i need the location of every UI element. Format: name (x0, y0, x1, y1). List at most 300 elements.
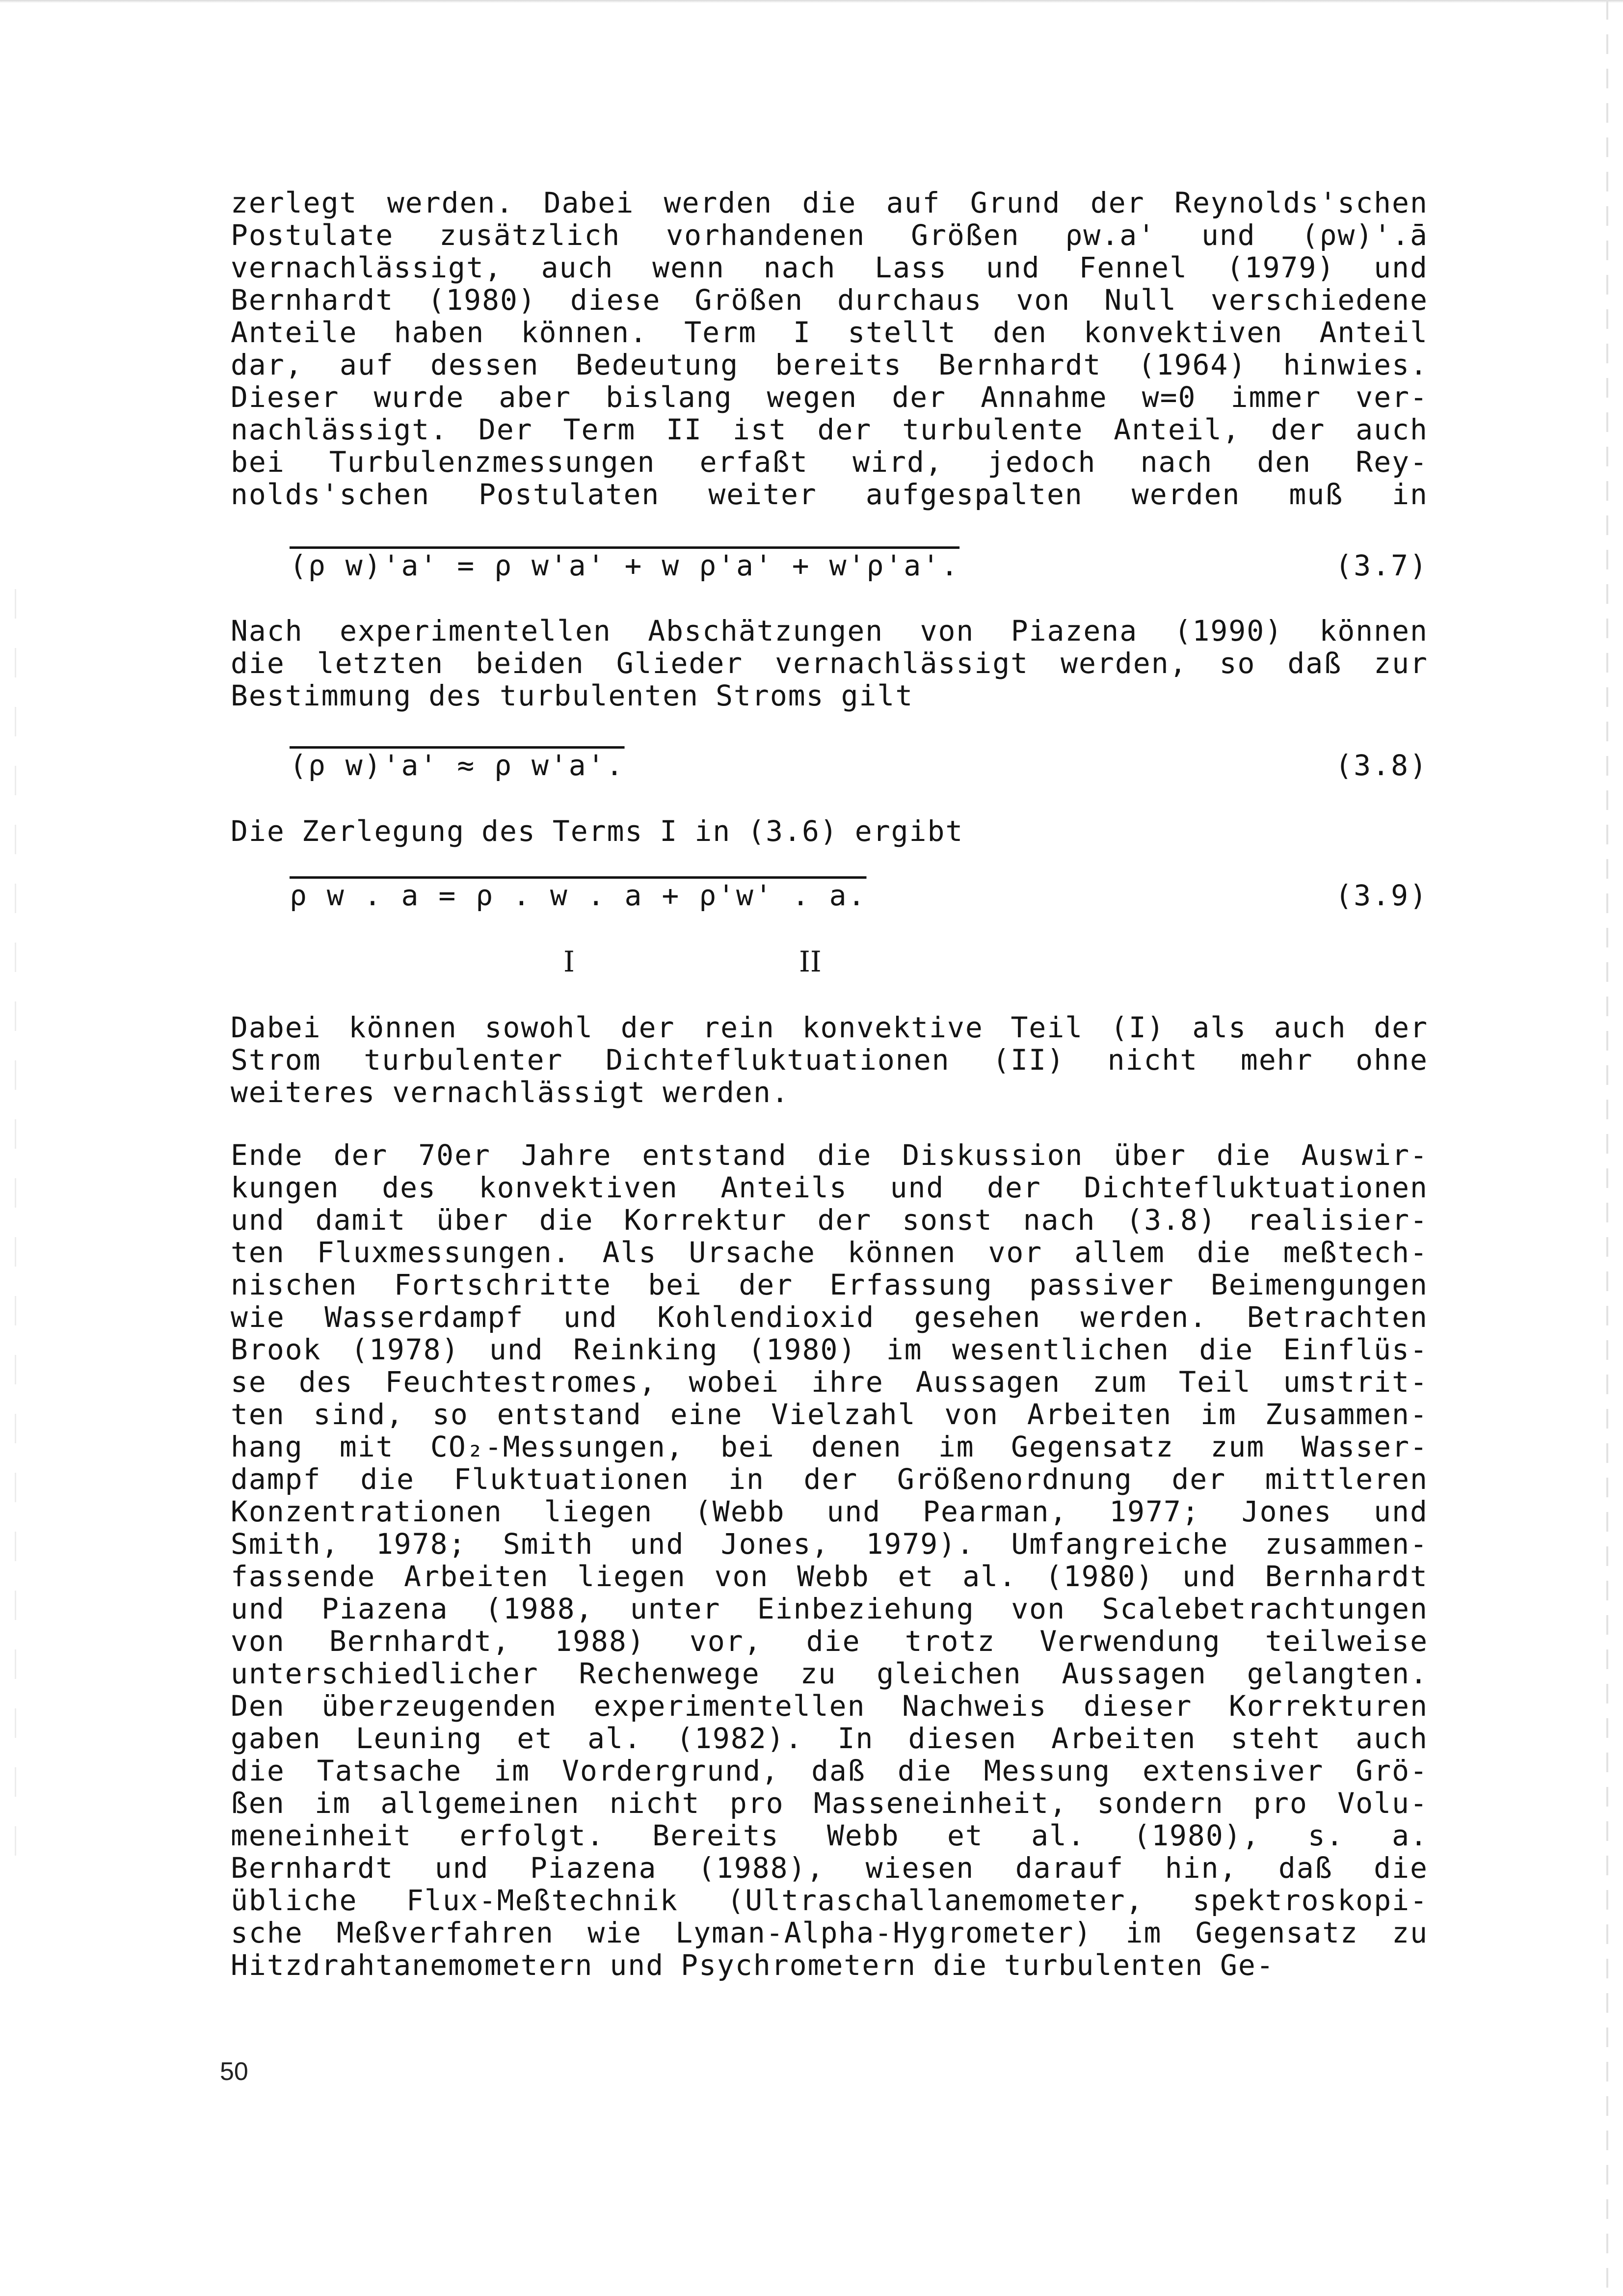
word: Fluktuationen (453, 1462, 690, 1496)
word: 1979). (866, 1527, 975, 1561)
word: vor, (689, 1624, 762, 1658)
word: der (333, 1138, 388, 1172)
word: et (517, 1722, 554, 1755)
word: nachlässigt. (231, 413, 449, 446)
word: Konzentrationen (231, 1495, 503, 1528)
word: bereits (775, 348, 902, 381)
word: auch (1274, 1011, 1347, 1044)
word: Ge- (1220, 1948, 1275, 1982)
word: et (947, 1819, 984, 1852)
word: 1988) (555, 1624, 645, 1658)
word: Dabei (543, 186, 635, 219)
word: gaben (231, 1722, 321, 1755)
word: und (1201, 218, 1256, 252)
word: wenn (652, 251, 725, 284)
word: Postulate (231, 218, 394, 252)
word: entstand (642, 1138, 787, 1172)
text-line (231, 1884, 1428, 1917)
word: Vielzahl (771, 1398, 916, 1431)
word: Auswir- (1301, 1138, 1428, 1172)
word: Ursache (689, 1236, 816, 1269)
text-line (231, 1625, 1428, 1657)
word: im (886, 1333, 923, 1366)
word: Bernhardt (1265, 1560, 1428, 1593)
word: daß (1278, 1851, 1333, 1885)
word: II (666, 413, 702, 446)
word: mehr (1240, 1043, 1313, 1077)
word: aufgespalten (865, 478, 1083, 511)
word: im (938, 1430, 975, 1463)
word: und (1374, 251, 1428, 284)
word: und (1374, 1495, 1428, 1528)
word: realisier- (1247, 1203, 1428, 1237)
word: durchaus (837, 283, 983, 317)
word: von (944, 1398, 999, 1431)
word: Größen (694, 283, 804, 317)
word: nolds'schen (231, 478, 430, 511)
word: die (897, 1754, 952, 1787)
word: den (993, 316, 1047, 349)
word: Leuning (355, 1722, 483, 1755)
word: Der (478, 413, 533, 446)
word: (1980) (427, 283, 536, 317)
word: Einflüs- (1283, 1333, 1428, 1366)
word: al. (1031, 1819, 1086, 1852)
word: vernachlässigt (775, 647, 1029, 680)
word: daß (811, 1754, 866, 1787)
word: konvektiven (479, 1171, 678, 1204)
word: im (1200, 1398, 1237, 1431)
word: Dabei (231, 1011, 321, 1044)
word: Bedeutung (575, 348, 739, 381)
word: (I) (1110, 1011, 1165, 1044)
word: ten (231, 1236, 285, 1269)
word: ihre (811, 1365, 884, 1399)
text-line (231, 1722, 1428, 1755)
word: Aussagen (1062, 1657, 1207, 1690)
word: sonst (902, 1203, 993, 1237)
scan-edge-left (15, 589, 16, 1865)
word: se (231, 1365, 267, 1399)
word: Beimengungen (1210, 1268, 1428, 1301)
equation-3-9 (290, 879, 1428, 1012)
word: ver- (1356, 380, 1428, 414)
equation-3-8-number: (3.8) (1335, 749, 1428, 782)
text-line (231, 1269, 1428, 1301)
text-line (231, 1528, 1428, 1560)
word: unter (630, 1592, 721, 1625)
word: von (1011, 1592, 1065, 1625)
text-line (231, 1949, 1428, 1981)
word: ßen (231, 1786, 285, 1820)
word: Messung (984, 1754, 1111, 1787)
word: des (481, 814, 536, 848)
word: vor (988, 1236, 1043, 1269)
word: auch (541, 251, 614, 284)
text-line (231, 187, 1428, 219)
word: und (890, 1171, 945, 1204)
word: gelangten. (1247, 1657, 1428, 1690)
word: der (892, 380, 947, 414)
word: auch (1356, 413, 1428, 446)
word: wie (587, 1916, 642, 1949)
word: von (1016, 283, 1071, 317)
term-label-i: I (563, 945, 575, 978)
word: Lass (875, 251, 947, 284)
word: Jones, (720, 1527, 830, 1561)
word: hin, (1165, 1851, 1238, 1885)
word: Anteil, (1114, 413, 1241, 446)
word: Stroms (716, 679, 825, 712)
text-line (231, 1917, 1428, 1949)
word: können (847, 1236, 957, 1269)
word: über (1114, 1138, 1186, 1172)
word: gesehen (914, 1300, 1041, 1334)
word: vernachlässigt (392, 1076, 646, 1109)
word: Vordergrund, (562, 1754, 780, 1787)
text-line (231, 1495, 1428, 1528)
text-line (231, 1657, 1428, 1690)
word: die (539, 1203, 594, 1237)
word: Flux-Meßtechnik (406, 1884, 678, 1917)
word: daß (1287, 647, 1342, 680)
word: wie (231, 1300, 285, 1334)
word: werden (664, 186, 773, 219)
word: (1980) (747, 1333, 857, 1366)
word: Term (684, 316, 757, 349)
word: wegen (767, 380, 858, 414)
word: zum (1210, 1430, 1265, 1463)
word: zusätzlich (439, 218, 621, 252)
word: meßtech- (1283, 1236, 1428, 1269)
word: den (1257, 445, 1312, 479)
text-line (231, 1852, 1428, 1884)
word: die (817, 1138, 872, 1172)
word: beiden (476, 647, 585, 680)
text-line (231, 1690, 1428, 1722)
word: die (802, 186, 857, 219)
word: et (898, 1560, 934, 1593)
word: Korrektur (624, 1203, 787, 1237)
word: Brook (231, 1333, 321, 1366)
word: über (436, 1203, 509, 1237)
word: (1990) (1174, 614, 1283, 648)
word: Volu- (1337, 1786, 1428, 1820)
word: experimentellen (593, 1689, 866, 1723)
word: Bernhardt (231, 1851, 394, 1885)
word: Terms (552, 814, 643, 848)
word: Smith (503, 1527, 594, 1561)
word: immer (1230, 380, 1322, 414)
word: Reynolds'schen (1174, 186, 1428, 219)
word: darauf (1015, 1851, 1124, 1885)
word: aber (499, 380, 571, 414)
text-line (231, 1593, 1428, 1625)
word: denen (811, 1430, 902, 1463)
word: Abschätzungen (648, 614, 884, 648)
word: Jones (1241, 1495, 1332, 1528)
word: wird, (852, 445, 943, 479)
word: bei (231, 445, 285, 479)
word: Umfangreiche (1011, 1527, 1229, 1561)
text-line (231, 615, 1428, 647)
word: (1978) (351, 1333, 460, 1366)
word: (1988), (697, 1851, 825, 1885)
word: Betrachten (1247, 1300, 1428, 1334)
word: nicht (609, 1786, 700, 1820)
word: turbulenten (499, 679, 699, 712)
word: wobei (689, 1365, 780, 1399)
text-line (231, 1819, 1428, 1852)
word: gleichen (877, 1657, 1022, 1690)
word: Dieser (231, 380, 340, 414)
text-line (231, 1398, 1428, 1431)
word: Bernhardt (938, 348, 1102, 381)
paragraph-discussion-history (231, 1139, 1428, 1981)
word: von (920, 614, 975, 648)
word: fassende (231, 1560, 376, 1593)
word: die (933, 1948, 987, 1982)
word: Arbeiten (404, 1560, 549, 1593)
word: Reinking (573, 1333, 718, 1366)
word: rein (702, 1011, 775, 1044)
word: auch (1356, 1722, 1428, 1755)
word: Smith, (231, 1527, 340, 1561)
text-line (231, 349, 1428, 381)
word: des (382, 1171, 436, 1204)
word: (1988, (484, 1592, 594, 1625)
page-number: 50 (220, 2057, 248, 2086)
word: und (610, 1948, 665, 1982)
text-line (231, 1301, 1428, 1333)
word: zum (1092, 1365, 1147, 1399)
word: diesen (908, 1722, 1017, 1755)
word: erfaßt (699, 445, 809, 479)
word: al. (587, 1722, 642, 1755)
word: entstand (497, 1398, 642, 1431)
word: nicht (1107, 1043, 1198, 1077)
text-line (231, 1787, 1428, 1819)
word: vorhandenen (666, 218, 866, 252)
text-line (231, 1076, 1428, 1108)
text-line (231, 1139, 1428, 1171)
word: die (360, 1462, 415, 1496)
word: im (315, 1786, 351, 1820)
word: ohne (1356, 1043, 1428, 1077)
text-line (231, 815, 1428, 847)
word: die (1374, 1851, 1428, 1885)
word: haben (394, 316, 485, 349)
word: 1978; (375, 1527, 467, 1561)
word: dar, (231, 348, 303, 381)
word: die (231, 1754, 285, 1787)
word: die (231, 647, 285, 680)
word: (1980) (1045, 1560, 1154, 1593)
word: die (1197, 1236, 1251, 1269)
word: Arbeiten (1051, 1722, 1197, 1755)
word: (ρw)'.ā (1301, 218, 1428, 252)
word: w=0 (1142, 380, 1197, 414)
word: weiter (708, 478, 817, 511)
text-line (231, 413, 1428, 446)
word: liegen (577, 1560, 686, 1593)
word: passiver (1029, 1268, 1174, 1301)
word: extensiver (1143, 1754, 1324, 1787)
word: und (434, 1851, 489, 1885)
word: meneinheit (231, 1819, 412, 1852)
word: (II) (992, 1043, 1065, 1077)
word: Anteile (231, 316, 358, 349)
equation-3-7-number: (3.7) (1335, 549, 1428, 582)
word: als (1192, 1011, 1247, 1044)
word: Piazena (530, 1851, 657, 1885)
word: dieser (1083, 1689, 1193, 1723)
word: verschiedene (1210, 283, 1428, 317)
word: Korrekturen (1228, 1689, 1428, 1723)
word: sondern (1097, 1786, 1224, 1820)
word: Zerlegung (301, 814, 465, 848)
text-line (231, 1171, 1428, 1204)
word: der (803, 1462, 858, 1496)
word: werden (1131, 478, 1241, 511)
text-line (231, 1366, 1428, 1398)
word: die (1199, 1333, 1254, 1366)
word: auf (339, 348, 394, 381)
word: jedoch (987, 445, 1096, 479)
word: konvektiven (1084, 316, 1283, 349)
word: In (837, 1722, 874, 1755)
word: Term (563, 413, 636, 446)
word: Grund (970, 186, 1061, 219)
word: liegen (544, 1495, 653, 1528)
word: Nach (231, 614, 303, 648)
word: Grö- (1356, 1754, 1428, 1787)
word: turbulente (902, 413, 1084, 446)
word: der (1171, 1462, 1226, 1496)
word: überzeugenden (321, 1689, 558, 1723)
word: Gegensatz (1011, 1430, 1174, 1463)
word: Teil (1011, 1011, 1084, 1044)
word: Den (231, 1689, 285, 1723)
word: turbulenter (364, 1043, 563, 1077)
word: Rey- (1356, 445, 1428, 479)
word: zur (1374, 647, 1428, 680)
text-line (231, 1431, 1428, 1463)
word: Als (602, 1236, 657, 1269)
word: so (432, 1398, 469, 1431)
word: erfolgt. (459, 1819, 605, 1852)
word: Arbeiten (1027, 1398, 1172, 1431)
word: weiteres (231, 1076, 376, 1109)
word: können. (521, 316, 648, 349)
word: Fortschritte (394, 1268, 612, 1301)
word: Fennel (1079, 251, 1188, 284)
word: Lyman-Alpha-Hygrometer) (675, 1916, 1092, 1949)
word: damit (315, 1203, 406, 1237)
word: Dichtefluktuationen (606, 1043, 950, 1077)
word: mit (339, 1430, 394, 1463)
word: können (348, 1011, 457, 1044)
word: werden. (387, 186, 514, 219)
equation-3-8-body: (ρ w)'a' ≈ ρ w'a'. (290, 749, 625, 782)
word: spektroskopi- (1193, 1884, 1428, 1917)
word: zu (800, 1657, 837, 1690)
word: diese (570, 283, 661, 317)
word: ten (231, 1398, 285, 1431)
word: Bernhardt, (329, 1624, 511, 1658)
word: hang (231, 1430, 303, 1463)
word: Turbulenzmessungen (329, 445, 656, 479)
word: Strom (231, 1043, 321, 1077)
word: I (793, 316, 812, 349)
word: Masseneinheit, (814, 1786, 1067, 1820)
word: Die (231, 814, 285, 848)
word: Webb (797, 1560, 870, 1593)
word: bei (720, 1430, 775, 1463)
word: (1964) (1138, 348, 1247, 381)
word: Psychrometern (681, 1948, 917, 1982)
equation-3-9-body: ρ w . a = ρ . w . a + ρ'w' . a. (290, 879, 867, 912)
word: 70er (418, 1138, 491, 1172)
word: der (739, 1268, 794, 1301)
word: Aussagen (915, 1365, 1061, 1399)
text-line (231, 1560, 1428, 1593)
word: der (1374, 1011, 1428, 1044)
word: nischen (231, 1268, 358, 1301)
word: zu (1392, 1916, 1428, 1949)
word: Nachweis (902, 1689, 1047, 1723)
word: von (714, 1560, 769, 1593)
word: Größen (911, 218, 1020, 252)
word: turbulenten (1004, 1948, 1203, 1982)
paragraph-piazena-estimate (231, 615, 1428, 712)
word: und (231, 1592, 285, 1625)
word: vernachlässigt, (231, 251, 503, 284)
word: mittleren (1265, 1462, 1428, 1496)
word: werden. (663, 1076, 790, 1109)
word: Gegensatz (1195, 1916, 1358, 1949)
word: der (817, 413, 872, 446)
word: umstrit- (1283, 1365, 1428, 1399)
word: der (620, 1011, 675, 1044)
word: Verwendung (1039, 1624, 1221, 1658)
word: zerlegt (231, 186, 358, 219)
word: allem (1074, 1236, 1165, 1269)
word: Scalebetrachtungen (1102, 1592, 1428, 1625)
word: die (806, 1624, 861, 1658)
word: (3.8) (1126, 1203, 1217, 1237)
word: Bereits (652, 1819, 779, 1852)
word: CO₂-Messungen, (430, 1430, 684, 1463)
word: nach (1140, 445, 1213, 479)
word: stellt (848, 316, 957, 349)
word: bislang (606, 380, 733, 414)
word: Wasserdampf (324, 1300, 524, 1334)
word: Annahme (981, 380, 1108, 414)
word: Bestimmung (231, 679, 412, 712)
text-line (231, 381, 1428, 413)
equation-3-7-body: (ρ w)'a' = ρ w'a' + w ρ'a' + w'ρ'a'. (290, 549, 960, 582)
word: hinwies. (1283, 348, 1428, 381)
word: Einbeziehung (757, 1592, 975, 1625)
text-line (231, 1333, 1428, 1366)
word: zusammen- (1265, 1527, 1428, 1561)
word: Zusammen- (1265, 1398, 1428, 1431)
equation-3-9-number: (3.9) (1335, 879, 1428, 912)
word: kungen (231, 1171, 340, 1204)
word: Anteil (1319, 316, 1428, 349)
word: unterschiedlicher (231, 1657, 539, 1690)
